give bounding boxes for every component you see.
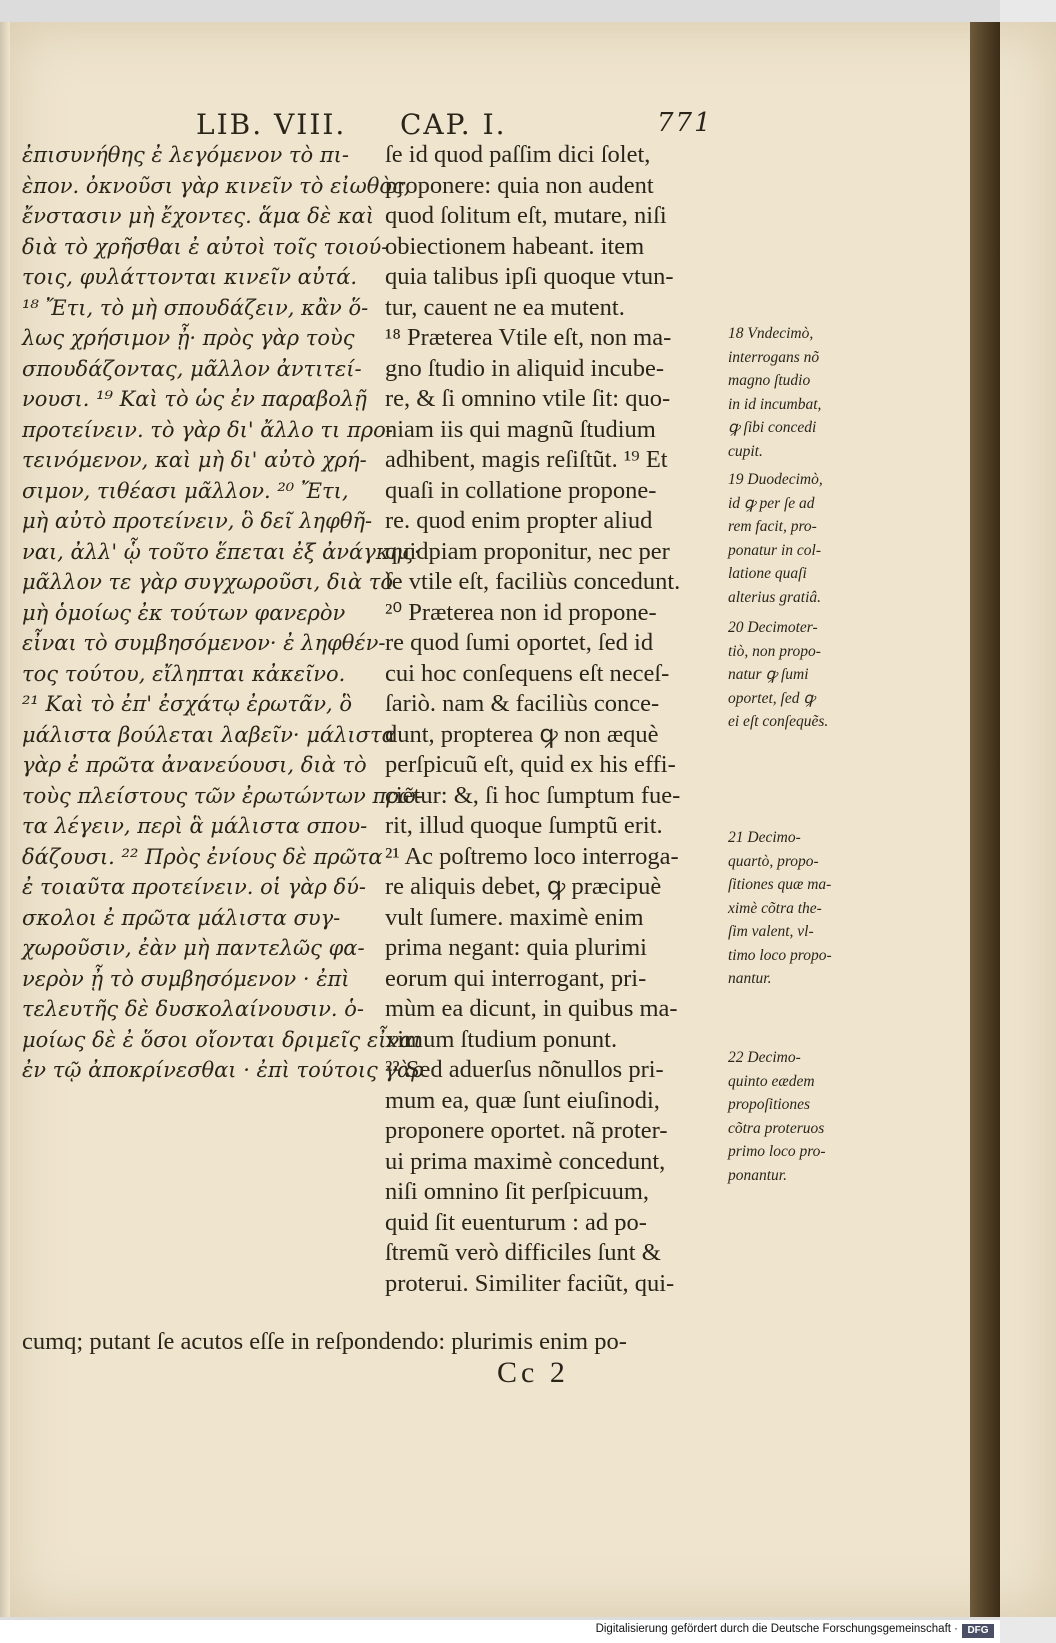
margin-note-line: cupit. (728, 442, 763, 460)
latin-text-line: tur, cauent ne ea mutent. (385, 293, 625, 321)
latin-text-line: quod ſolitum eſt, mutare, niſi (385, 202, 667, 229)
latin-text-line: ²¹ Ac poſtremo loco interroga- (385, 842, 679, 870)
latin-text-line: ſtremũ verò difficiles ſunt & (385, 1239, 661, 1266)
latin-text-line: quia talibus ipſi quoque vtun- (385, 263, 674, 290)
latin-text-line: prima negant: quia plurimi (385, 934, 647, 961)
latin-text-line: perſpicuũ eſt, quid ex his effi- (385, 751, 676, 778)
latin-text-line: vult ſumere. maximè enim (385, 903, 644, 931)
latin-text-line: quaſi in collatione propone- (385, 476, 657, 504)
latin-text-line: proponere: quia non audent (385, 171, 654, 199)
greek-text-line: μᾶλλον τε γὰρ συγχωροῦσι, διὰ τὸ (22, 570, 394, 594)
greek-text-line: ἐ τοιαῦτα προτείνειν. οἱ γὰρ δύ- (22, 875, 366, 899)
margin-note-line: nantur. (728, 970, 772, 987)
margin-note-line: quartò, propo- (728, 852, 819, 870)
latin-text-line: cui hoc conſequens eſt neceſ- (385, 659, 670, 687)
latin-text-line: quid ſit euenturum : ad po- (385, 1208, 647, 1236)
greek-text-line: δάζουσι. ²² Πρὸς ἐνίους δὲ πρῶτα (22, 844, 383, 869)
margin-note-line: ponantur. (728, 1166, 787, 1184)
greek-text-line: ὲπον. ὀκνοῦσι γὰρ κινεῖν τὸ εἰωθὸς, (22, 173, 411, 198)
greek-text-line: εἶναι τὸ συμβησόμενον· ἐ ληφθέν- (22, 631, 386, 655)
margin-note (728, 322, 880, 463)
margin-note (728, 1046, 880, 1187)
margin-note (728, 616, 880, 734)
greek-text-line: σκολοι ἐ πρῶτα μάλιστα συγ- (22, 905, 341, 930)
greek-text-line: ἔνστασιν μὴ ἔχοντες. ἅμα δὲ καὶ (22, 204, 374, 228)
latin-text-line: eorum qui interrogant, pri- (385, 964, 647, 992)
margin-note-line: 19 Duodecimò, (728, 471, 823, 488)
greek-text-line: ναι, ἀλλ' ᾧ τοῦτο ἕπεται ἐξ ἀνάγκης· (22, 539, 421, 564)
latin-text-line: ſe id quod paſſim dici ſolet, (385, 141, 651, 168)
greek-text-line: μὴ ὁμοίως ἐκ τούτων φανερὸν (22, 600, 346, 625)
chapter-label: CAP. I. (400, 108, 507, 141)
margin-note-line: ſitiones quæ ma- (728, 876, 832, 893)
latin-text-line: re, & ſi omnino vtile ſit: quo- (385, 385, 671, 412)
latin-text-line: proponere oportet. nã proter- (385, 1117, 668, 1144)
latin-text-column (385, 140, 725, 1299)
greek-text-line: τος τούτου, εἴληπται κἀκεῖνο. (22, 661, 346, 686)
greek-text-line: γὰρ ἐ πρῶτα ἀνανεύουσι, διὰ τὸ (22, 753, 367, 777)
margin-note-line: rem facit, pro- (728, 518, 817, 535)
latin-text-line: ſariò. nam & faciliùs conce- (385, 690, 660, 717)
margin-note-line: ei eſt conſequẽs. (728, 713, 829, 730)
margin-note-line: 20 Decimoter- (728, 619, 818, 636)
latin-text-line: ¹⁸ Præterea Vtile eſt, non ma- (385, 324, 672, 351)
margin-note-line: tiò, non propo- (728, 642, 821, 660)
latin-text-line: niam iis qui magnũ ſtudium (385, 415, 656, 443)
margin-note-line: ꝙ ſibi concedi (728, 419, 817, 436)
latin-text-line: ²² Sed aduerſus nõnullos pri- (385, 1056, 664, 1083)
greek-text-line: νερὸν ᾖ τὸ συμβησόμενον · ἐπὶ (22, 966, 350, 991)
margin-note-line: timo loco propo- (728, 946, 832, 964)
page-number: 771 (657, 108, 713, 138)
greek-text-line: μάλιστα βούλεται λαβεῖν· μάλιστα (22, 722, 396, 747)
latin-text-line: ximum ſtudium ponunt. (385, 1025, 618, 1053)
greek-text-line: προτείνειν. τὸ γὰρ δι' ἄλλο τι προ- (22, 417, 393, 442)
greek-text-line: χωροῦσιν, ἐὰν μὴ παντελῶς φα- (22, 936, 365, 960)
book-binding (970, 22, 1000, 1617)
greek-text-line: μὴ αὐτὸ προτείνειν, ὃ δεῖ ληφθῆ- (22, 509, 373, 533)
latin-text-line: dunt, propterea ꝙ non æquè (385, 720, 659, 748)
margin-note-line: magno ſtudio (728, 372, 811, 389)
latin-text-line: niſi omnino ſit perſpicuum, (385, 1178, 650, 1205)
margin-note-line: oportet, ſed ꝙ (728, 689, 815, 707)
margin-note-line: in id incumbat, (728, 395, 822, 413)
signature-mark: Cc 2 (497, 1356, 569, 1389)
margin-note-line: natur ꝙ ſumi (728, 666, 809, 683)
margin-note-line: ximè cõtra the- (728, 899, 822, 917)
margin-note-line: alterius gratiâ. (728, 588, 822, 606)
greek-text-line: τεινόμενον, καὶ μὴ δι' αὐτὸ χρή- (22, 448, 367, 472)
latin-text-line: mùm ea dicunt, in quibus ma- (385, 995, 678, 1022)
greek-text-column (22, 140, 424, 1086)
latin-text-line: proterui. Similiter faciũt, qui- (385, 1269, 675, 1297)
margin-note-line: ponatur in col- (728, 541, 821, 559)
margin-note-line: cõtra proteruos (728, 1119, 825, 1137)
greek-text-line: μοίως δὲ ἐ ὅσοι οἴονται δριμεῖς εἶναι (22, 1027, 422, 1052)
margin-note-line: quinto eædem (728, 1072, 815, 1090)
latin-text-line: re quod ſumi oportet, ſed id (385, 629, 654, 656)
greek-text-line: τοὺς πλείστους τῶν ἐρωτώντων πρῶ- (22, 783, 423, 808)
full-width-line: cumq; putant ſe acutos eſſe in reſpondendo: plurimis enim po- (22, 1328, 627, 1355)
latin-text-line: re aliquis debet, ꝙ præcipuè (385, 873, 662, 900)
margin-note (728, 826, 880, 991)
greek-text-line: τοις, φυλάττονται κινεῖν αὐτά. (22, 265, 358, 289)
funding-credit: Digitalisierung gefördert durch die Deutsche Forschungsgemeinschaft · (595, 1623, 958, 1635)
margin-note-line: interrogans nõ (728, 348, 820, 366)
greek-text-line: τελευτῆς δὲ δυσκολαίνουσιν. ὁ- (22, 997, 364, 1021)
book-label: LIB. VIII. (196, 108, 347, 141)
digitization-footer (0, 1620, 1000, 1643)
greek-text-line: ἐν τῷ ἀποκρίνεσθαι · ἐπὶ τούτοις γὰρ (22, 1058, 424, 1082)
margin-note-line: propoſitiones (728, 1096, 811, 1113)
margin-note (728, 468, 880, 609)
latin-text-line: obiectionem habeant. item (385, 232, 645, 260)
greek-text-line: διὰ τὸ χρῆσθαι ἐ αὐτοὶ τοῖς τοιού- (22, 234, 389, 259)
latin-text-line: rit, illud quoque ſumptũ erit. (385, 812, 663, 839)
page-edge (0, 22, 10, 1617)
dfg-logo-icon: DFG (962, 1624, 994, 1638)
greek-text-line: σιμον, τιθέασι μᾶλλον. ²⁰ Ἔτι, (22, 478, 349, 503)
margin-note-line: 18 Vndecimò, (728, 325, 814, 342)
margin-note-line: ſim valent, vl- (728, 923, 814, 940)
greek-text-line: ²¹ Καὶ τὸ ἐπ' ἐσχάτῳ ἐρωτᾶν, ὃ (22, 692, 352, 716)
margin-note-line: primo loco pro- (728, 1143, 826, 1160)
latin-text-line: ui prima maximè concedunt, (385, 1147, 666, 1175)
latin-text-line: ²⁰ Præterea non id propone- (385, 598, 657, 626)
greek-text-line: ἐπισυνήθης ἐ λεγόμενον τὸ πι- (22, 143, 349, 167)
latin-text-line: cietur: &, ſi hoc ſumptum fue- (385, 781, 681, 809)
margin-note-line: 21 Decimo- (728, 829, 801, 846)
latin-text-line: adhibent, magis reſiſtũt. ¹⁹ Et (385, 446, 668, 473)
latin-text-line: gno ſtudio in aliquid incube- (385, 354, 664, 382)
latin-text-line: ſe vtile eſt, faciliùs concedunt. (385, 568, 681, 595)
greek-text-line: σπουδάζοντας, μᾶλλον ἀντιτεί- (22, 356, 362, 381)
latin-text-line: re. quod enim propter aliud (385, 507, 653, 534)
latin-text-line: quidpiam proponitur, nec per (385, 537, 670, 565)
greek-text-line: λως χρήσιμον ᾖ· πρὸς γὰρ τοὺς (22, 326, 355, 350)
greek-text-line: νουσι. ¹⁹ Καὶ τὸ ὡς ἐν παραβολῇ (22, 387, 367, 411)
latin-text-line: mum ea, quæ ſunt eiuſinodi, (385, 1086, 660, 1114)
greek-text-line: τα λέγειν, περὶ ἃ μάλιστα σπου- (22, 814, 368, 838)
margin-note-line: 22 Decimo- (728, 1049, 801, 1066)
margin-note-line: id ꝙ per ſe ad (728, 494, 815, 512)
margin-note-line: latione quaſi (728, 565, 807, 582)
greek-text-line: ¹⁸ Ἔτι, τὸ μὴ σπουδάζειν, κἂν ὅ- (22, 295, 369, 320)
